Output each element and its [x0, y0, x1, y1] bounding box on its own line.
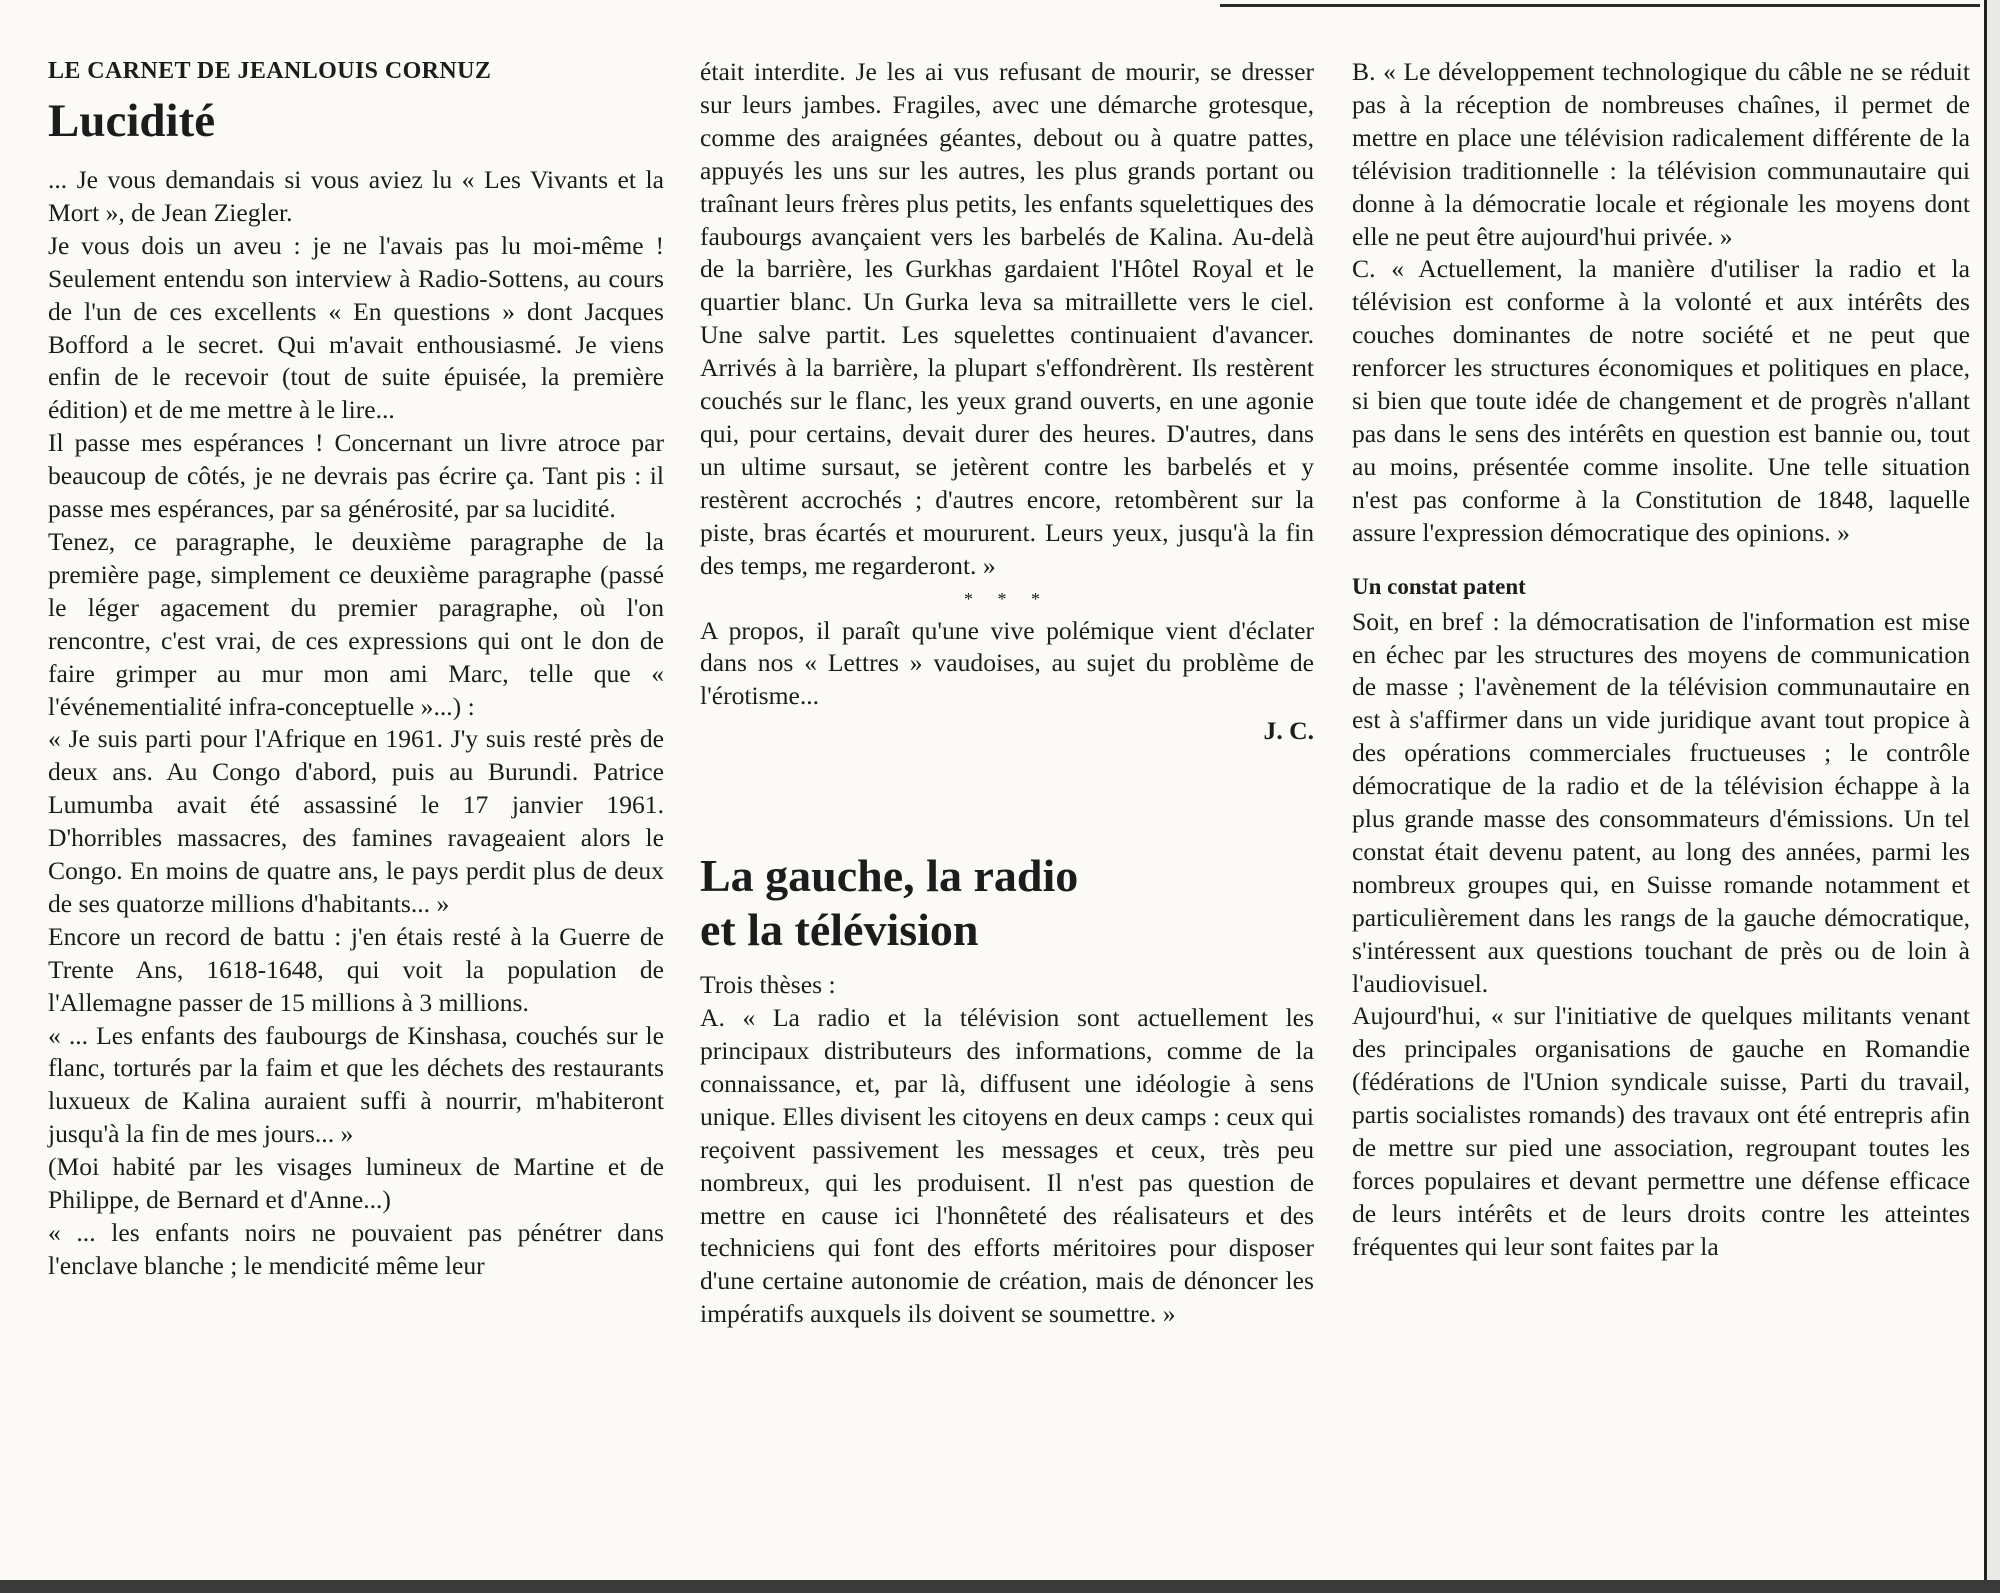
column-spacer — [700, 957, 1314, 969]
paragraph: était interdite. Je les ai vus refusant de mourir, se dresser sur leurs jambes. Fragiles, avec une démarche grotesque, comme des araignées géantes, debout ou à quatre pattes, appuyés les uns sur les autres, les plus grands portant ou traînant leurs frères plus petits, les enfants squelettiques des faubourgs avançaient vers les barbelés de Kalina. Au-delà de la barrière, les Gurkhas gardaient l'Hôtel Royal et le quartier blanc. Un Gurka leva sa mitraillette vers le ciel. Une salve partit. Les squelettes continuaient d'avancer. Arrivés à la barrière, la plupart s'effondrèrent. Ils restèrent couchés sur le flanc, les yeux grand ouverts, en une agonie qui, pour certains, devait durer des heures. D'autres, dans un ultime sursaut, se jetèrent contre les barbelés et y restèrent accrochés ; d'autres encore, retombèrent sur la piste, bras écartés et moururent. Leurs yeux, jusqu'à la fin des temps, me regarderont. » — [700, 57, 1314, 580]
subheading: Un constat patent — [1352, 573, 1526, 599]
paragraph: « ... les enfants noirs ne pouvaient pas pénétrer dans l'enclave blanche ; le mendicité même leur — [48, 1218, 664, 1280]
paragraph: Il passe mes espérances ! Concernant un livre atroce par beaucoup de côtés, je ne devrais pas écrire ça. Tant pis : il passe mes espérances, par sa générosité, par sa lucidité. — [48, 428, 664, 524]
top-rule — [1220, 4, 1980, 7]
page-bottom-edge — [0, 1580, 2000, 1593]
paragraph: A. « La radio et la télévision sont actuellement les principaux distributeurs des informations, comme de la connaissance, et, par là, diffusent une idéologie à sens unique. Elles divisent les citoyens en deux camps : ceux qui reçoivent passivement les messages et ceux, très peu nombreux, qui les produisent. Il n'est pas question de mettre en cause ici l'honnêteté des réalisateurs et des techniciens qui font des efforts méritoires pour disposer d'une certaine autonomie de création, mais de dénoncer les impératifs auxquels ils doivent se soumettre. » — [700, 1003, 1314, 1329]
column-3 — [1352, 56, 1970, 1264]
paragraph: ... Je vous demandais si vous aviez lu « Les Vivants et la Mort », de Jean Ziegler. — [48, 165, 664, 227]
author-signature: J. C. — [1263, 716, 1314, 746]
column-kicker: LE CARNET DE JEANLOUIS CORNUZ — [48, 58, 492, 84]
paragraph: Je vous dois un aveu : je ne l'avais pas lu moi-même ! Seulement entendu son interview à Radio-Sottens, au cours de l'un de ces excellents « En questions » dont Jacques Bofford a le secret. Qui m'avait enthousiasmé. Je viens enfin de le recevoir (tout de suite épuisée, la première édition) et de me mettre à le lire... — [48, 230, 664, 425]
paragraph: Soit, en bref : la démocratisation de l'information est mise en échec par les structures des moyens de communication de masse ; l'avènement de la télévision communautaire en est à s'affirmer dans un vide juridique avant tout propice à des opérations commerciales fructueuses ; le contrôle démocratique de la radio et de la télévision échappe à la plus grande masse des consommateurs d'émissions. Un tel constat était devenu patent, au long des années, parmi les nombreux groupes qui, en Suisse romande notamment et particulièrement dans les rangs de la gauche démocratique, s'intéressent aux questions touchant de près ou de loin à l'audiovisuel. — [1352, 606, 1970, 998]
paragraph: A propos, il paraît qu'une vive polémique vient d'éclater dans nos « Lettres » vaudoises, au sujet du problème de l'érotisme... — [700, 615, 1314, 711]
title-line: La gauche, la radio — [700, 850, 1079, 902]
section-separator: * * * — [964, 588, 1050, 609]
paragraph: Trois thèses : — [700, 970, 836, 1000]
paragraph: (Moi habité par les visages lumineux de Martine et de Philippe, de Bernard et d'Anne...) — [48, 1152, 664, 1215]
paragraph: B. « Le développement technologique du câble ne se réduit pas à la réception de nombreuses chaînes, il permet de mettre en place une télévision radicalement différente de la télévision traditionnelle : la télévision communautaire qui donne à la démocratie locale et régionale les moyens dont elle ne peut être aujourd'hui privée. » — [1352, 57, 1970, 251]
paragraph: C. « Actuellement, la manière d'utiliser la radio et la télévision est conforme à la volonté et aux intérêts des couches dominantes de notre société et ne peut que renforcer les structures économiques et politiques en place, si bien que toute idée de changement et de progrès n'allant pas dans le sens des intérêts en question est bannie ou, tout au moins, présentée comme insolite. Une telle situation n'est pas conforme à la Constitution de 1848, laquelle assure l'expression démocratique des opinions. » — [1352, 254, 1970, 547]
paragraph: « ... Les enfants des faubourgs de Kinshasa, couchés sur le flanc, torturés par la faim et que les déchets des restaurants luxueux de Kalina auraient suffi à nourrir, m'habiteront jusqu'à la fin de mes jours... » — [48, 1020, 664, 1149]
article-title-lucidite: Lucidité — [48, 95, 216, 147]
article-title-gauche-radio-tv — [700, 849, 1314, 957]
column-2 — [700, 56, 1314, 1331]
paragraph: Encore un record de battu : j'en étais resté à la Guerre de Trente Ans, 1618-1648, qui voit la population de l'Allemagne passer de 15 millions à 3 millions. — [48, 921, 664, 1017]
column-1 — [48, 56, 664, 1283]
title-line: et la télévision — [700, 904, 979, 956]
paragraph: « Je suis parti pour l'Afrique en 1961. J'y suis resté près de deux ans. Au Congo d'abord, puis au Burundi. Patrice Lumumba avait été assassiné le 17 janvier 1961. D'horribles massacres, des famines ravageaient alors le Congo. En moins de quatre ans, le pays perdit plus de deux de ses quatorze millions d'habitants... » — [48, 724, 664, 918]
page-right-edge — [1984, 0, 2000, 1593]
column-spacer — [700, 749, 1314, 849]
paragraph: Tenez, ce paragraphe, le deuxième paragraphe de la première page, simplement ce deuxième paragraphe (passé le léger agacement du premier paragraphe, où l'on rencontre, c'est vrai, de ces expressions qui ont le don de faire grimper au mur mon ami Marc, telle que « l'événementialité infra-conceptuelle »...) : — [48, 526, 664, 721]
paragraph: Aujourd'hui, « sur l'initiative de quelques militants venant des principales organisations de gauche en Romandie (fédérations de l'Union syndicale suisse, Parti du travail, partis socialistes romands) des travaux ont été entrepris afin de mettre sur pied une association, regroupant toutes les forces populaires et devant permettre une défense efficace de leurs intérêts et de leurs droits contre les atteintes fréquentes qui leur sont faites par la — [1352, 1001, 1970, 1261]
